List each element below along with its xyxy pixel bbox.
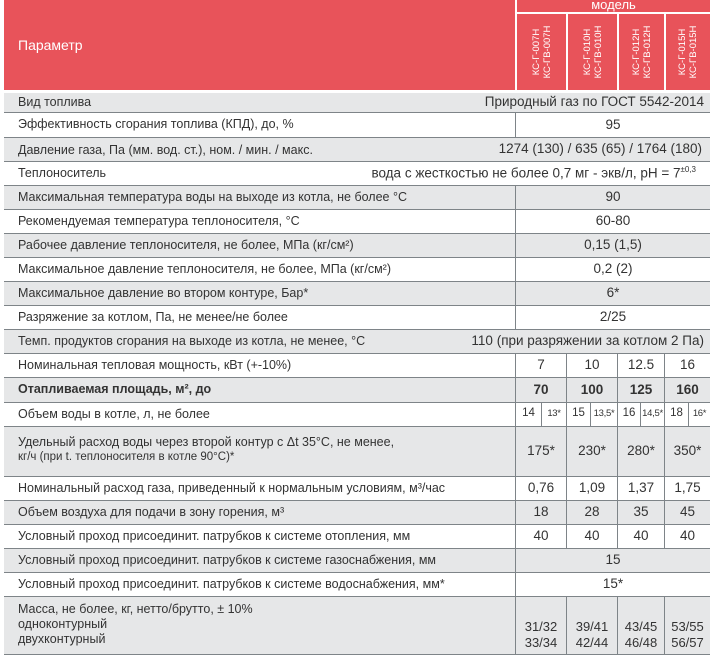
water-volume-single: 18 — [670, 407, 683, 419]
model-3-line1: КС-Г-012Н — [630, 28, 642, 76]
mass-double: 42/44 — [575, 635, 609, 650]
row-flue-temp — [4, 330, 710, 354]
row-value: 6* — [606, 285, 620, 300]
row-recommended-temp — [4, 210, 710, 234]
row-label: Номинальная тепловая мощность, кВт (+-10%) — [18, 358, 292, 372]
area-value: 160 — [676, 382, 699, 397]
row-label: Давление газа, Па (мм. вод. ст.), ном. / мин. / макс. — [18, 143, 313, 157]
water-flow-value: 175* — [527, 443, 555, 458]
model-1-line1: КС-Г-007Н — [530, 28, 542, 76]
row-label: Максимальная температура воды на выходе из котла, не более °C — [18, 190, 407, 204]
mass-single: 43/45 — [624, 619, 658, 634]
header-model-label: модель — [591, 0, 636, 12]
model-col-4 — [666, 14, 710, 90]
row-label: Максимальное давление во втором контуре, Бар* — [18, 286, 309, 300]
row-label: Разряжение за котлом, Па, не менее/не более — [18, 310, 288, 324]
row-water-pipe — [4, 573, 710, 597]
area-value: 70 — [533, 382, 549, 397]
air-volume-value: 28 — [584, 504, 600, 519]
row-power — [4, 354, 710, 378]
mass-double: 33/34 — [524, 635, 558, 650]
water-volume-single: 15 — [572, 407, 585, 419]
power-value: 10 — [584, 357, 600, 372]
row-value — [371, 165, 696, 181]
row-mass — [4, 597, 710, 655]
row-value: 110 (при разряжении за котлом 2 Па) — [471, 333, 704, 348]
mass-double: 56/57 — [671, 635, 704, 650]
spec-table — [4, 0, 710, 658]
model-col-1 — [517, 14, 566, 90]
model-3-line2: КС-ГВ-012Н — [641, 25, 653, 79]
row-label-line3: двухконтурный — [18, 632, 106, 646]
row-value: 0,15 (1,5) — [584, 237, 642, 252]
row-label: Номинальный расход газа, приведенный к нормальным условиям, м³/час — [18, 481, 446, 495]
row-value: 2/25 — [599, 309, 627, 324]
water-flow-value: 350* — [673, 443, 702, 458]
gas-flow-value: 1,75 — [674, 480, 701, 495]
row-work-pressure — [4, 234, 710, 258]
water-volume-double: 13,5* — [593, 408, 615, 419]
row-water-flow — [4, 427, 710, 477]
row-coolant — [4, 162, 710, 186]
power-value: 7 — [537, 357, 545, 372]
row-label-line2: одноконтурный — [18, 617, 108, 631]
row-label: Условный проход присоединит. патрубков к системе водоснабжения, мм* — [18, 577, 445, 591]
model-1-line2: КС-ГВ-007Н — [541, 25, 553, 79]
row-label: Отапливаемая площадь, м², до — [18, 382, 212, 396]
header-parameter — [4, 0, 515, 90]
water-flow-value: 280* — [627, 443, 655, 458]
water-volume-double: 14,5* — [642, 408, 663, 419]
row-label: Рабочее давление теплоносителя, не более, МПа (кг/см²) — [18, 238, 354, 252]
mass-single: 53/55 — [671, 619, 704, 634]
header-parameter-label: Параметр — [18, 37, 83, 53]
row-label: Условный проход присоединит. патрубков к системе газоснабжения, мм — [18, 553, 437, 567]
row-area — [4, 378, 710, 403]
row-label: Условный проход присоединит. патрубков к системе отопления, мм — [18, 529, 411, 543]
row-label: Темп. продуктов сгорания на выходе из котла, не менее, °C — [18, 334, 366, 348]
area-value: 100 — [580, 382, 604, 397]
area-value: 125 — [629, 382, 653, 397]
row-max-pressure — [4, 258, 710, 282]
water-volume-double: 16* — [692, 408, 707, 419]
row-air-volume — [4, 501, 710, 525]
row-max-water-temp — [4, 186, 710, 210]
mass-double: 46/48 — [624, 635, 658, 650]
row-gas-flow — [4, 477, 710, 501]
row-value: 1274 (130) / 635 (65) / 1764 (180) — [498, 141, 702, 156]
row-label: Рекомендуемая температура теплоносителя, °C — [18, 214, 300, 228]
air-volume-value: 35 — [633, 504, 649, 519]
water-flow-value: 230* — [578, 443, 606, 458]
row-max-pressure-second — [4, 282, 710, 306]
row-label-line2: кг/ч (при t. теплоносителя в котле 90°C)* — [18, 451, 235, 463]
power-value: 12.5 — [627, 357, 655, 372]
row-label: Объем воздуха для подачи в зону горения, м³ — [18, 505, 285, 519]
row-heating-pipe — [4, 525, 710, 549]
row-efficiency — [4, 113, 710, 138]
gas-flow-value: 0,76 — [527, 480, 555, 495]
heating-pipe-value: 40 — [584, 528, 600, 543]
water-volume-single: 16 — [622, 407, 636, 419]
air-volume-value: 18 — [533, 504, 549, 519]
model-col-3 — [619, 14, 664, 90]
row-value: 90 — [605, 189, 621, 204]
row-label: Объем воды в котле, л, не более — [18, 407, 210, 421]
gas-flow-value: 1,09 — [578, 480, 606, 495]
row-value: 0,2 (2) — [593, 261, 633, 276]
row-label: Максимальное давление теплоносителя, не более, МПа (кг/см²) — [18, 262, 392, 276]
row-fuel — [4, 93, 710, 113]
model-4-line1: КС-Г-015Н — [677, 28, 688, 76]
model-2-line1: КС-Г-010Н — [581, 28, 593, 76]
heating-pipe-value: 40 — [633, 528, 649, 543]
row-label-line1: Удельный расход воды через второй контур с Δt 35°C, не менее, — [18, 435, 395, 449]
row-draft — [4, 306, 710, 330]
row-gas-pipe — [4, 549, 710, 573]
mass-single: 31/32 — [524, 619, 558, 634]
row-gas-pressure — [4, 138, 710, 162]
row-value: 95 — [605, 117, 621, 132]
mass-single: 39/41 — [575, 619, 609, 634]
model-col-2 — [568, 14, 617, 90]
row-label: Теплоноситель — [18, 166, 107, 180]
model-2-line2: КС-ГВ-010Н — [592, 25, 604, 79]
coolant-ph-tolerance: ±0,3 — [680, 165, 696, 174]
row-value: Природный газ по ГОСТ 5542-2014 — [484, 94, 704, 109]
row-value: 15* — [602, 576, 624, 591]
air-volume-value: 45 — [679, 504, 696, 519]
gas-flow-value: 1,37 — [627, 480, 655, 495]
row-label-line1: Масса, не более, кг, нетто/брутто, ± 10% — [18, 602, 253, 616]
row-label: Вид топлива — [18, 95, 92, 109]
water-volume-double: 13* — [547, 408, 561, 419]
heating-pipe-value: 40 — [679, 528, 696, 543]
power-value: 16 — [679, 357, 696, 372]
heating-pipe-value: 40 — [533, 528, 549, 543]
water-volume-single: 14 — [522, 407, 535, 419]
row-water-volume — [4, 403, 710, 427]
header-model — [517, 0, 710, 12]
model-4-line2: КС-ГВ-015Н — [688, 25, 699, 79]
row-value: 15 — [605, 552, 621, 567]
row-value: 60-80 — [595, 213, 631, 228]
coolant-text: вода с жесткостью не более 0,7 мг - экв/л, pH = 7 — [371, 165, 681, 181]
row-label: Эффективность сгорания топлива (КПД), до, % — [18, 117, 294, 131]
